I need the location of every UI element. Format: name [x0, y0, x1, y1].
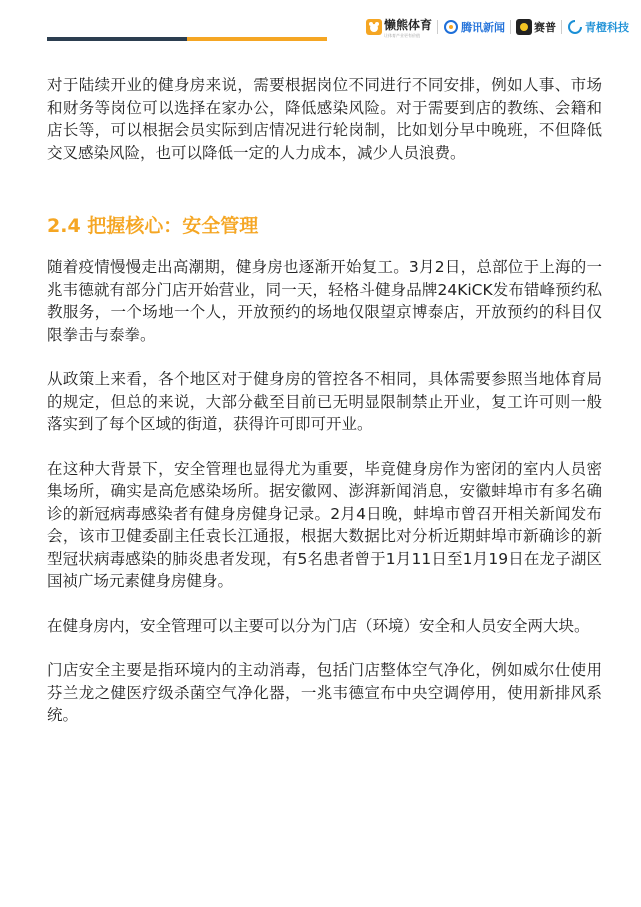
paragraph-policy: 从政策上来看，各个地区对于健身房的管控各不相同，具体需要参照当地体育局的规定，但总的来说，大部分截至目前已无明显限制禁止开业，复工许可则一般落实到了每个区域的街道，获得许可即可开业。	[47, 370, 602, 433]
saipu-icon	[516, 19, 532, 35]
logo-tencent-news	[443, 19, 505, 35]
qingcheng-icon	[567, 19, 583, 35]
paragraph-safety-background: 在这种大背景下，安全管理也显得尤为重要，毕竟健身房作为密闭的室内人员密集场所，确实是高危感染场所。据安徽网、澎湃新闻消息，安徽蚌埠市有多名确诊的新冠病毒感染者有健身房健身记录。2月4日晚，蚌埠市曾召开相关新闻发布会，该市卫健委副主任袁长江通报，根据大数据比对分析近期蚌埠市新确诊的新型冠状病毒感染的肺炎患者发现，有5名患者曾于1月11日至1月19日在龙子湖区国祯广场元素健身房健身。	[47, 459, 602, 590]
paragraph-store-safety: 门店安全主要是指环境内的主动消毒，包括门店整体空气净化，例如威尔仕使用芬兰龙之健医疗级杀菌空气净化器，一兆韦德宣布中央空调停用，使用新排风系统。	[47, 661, 602, 724]
logo-separator	[437, 20, 438, 34]
partner-logos	[366, 16, 629, 38]
paragraph-reopening: 随着疫情慢慢走出高潮期，健身房也逐渐开始复工。3月2日，总部位于上海的一兆韦德就有部分门店开始营业，同一天，轻格斗健身品牌24KiCK发布错峰预约私教服务，一个场地一个人，开放预约的场地仅限望京博泰店，开放预约的科目仅限拳击与泰拳。	[47, 258, 602, 344]
document-body	[47, 74, 602, 727]
logo-saipu-name: 赛普	[534, 21, 556, 34]
paragraph-safety-categories: 在健身房内，安全管理可以主要可以分为门店（环境）安全和人员安全两大块。	[47, 616, 590, 635]
logo-qingcheng-name: 青橙科技	[585, 21, 629, 34]
header-rule-dark	[47, 37, 187, 41]
logo-separator	[510, 20, 511, 34]
section-heading: 2.4 把握核心：安全管理	[47, 215, 259, 237]
logo-qingcheng	[567, 19, 629, 35]
logo-lanxiong-name: 懒熊体育	[383, 18, 432, 32]
logo-lanxiong-sub: 让体育产业更有价值	[383, 33, 420, 38]
logo-tencent-news-name: 腾讯新闻	[461, 21, 505, 34]
logo-lanxiong	[366, 16, 432, 38]
tencent-news-icon	[443, 19, 459, 35]
bear-icon	[366, 19, 382, 35]
logo-separator	[561, 20, 562, 34]
header-rule-orange	[187, 37, 327, 41]
logo-saipu	[516, 19, 556, 35]
intro-paragraph: 对于陆续开业的健身房来说，需要根据岗位不同进行不同安排，例如人事、市场和财务等岗位可以选择在家办公，降低感染风险。对于需要到店的教练、会籍和店长等，可以根据会员实际到店情况进行轮岗制，比如划分早中晚班，不但降低交叉感染风险，也可以降低一定的人力成本，减少人员浪费。	[47, 76, 602, 162]
